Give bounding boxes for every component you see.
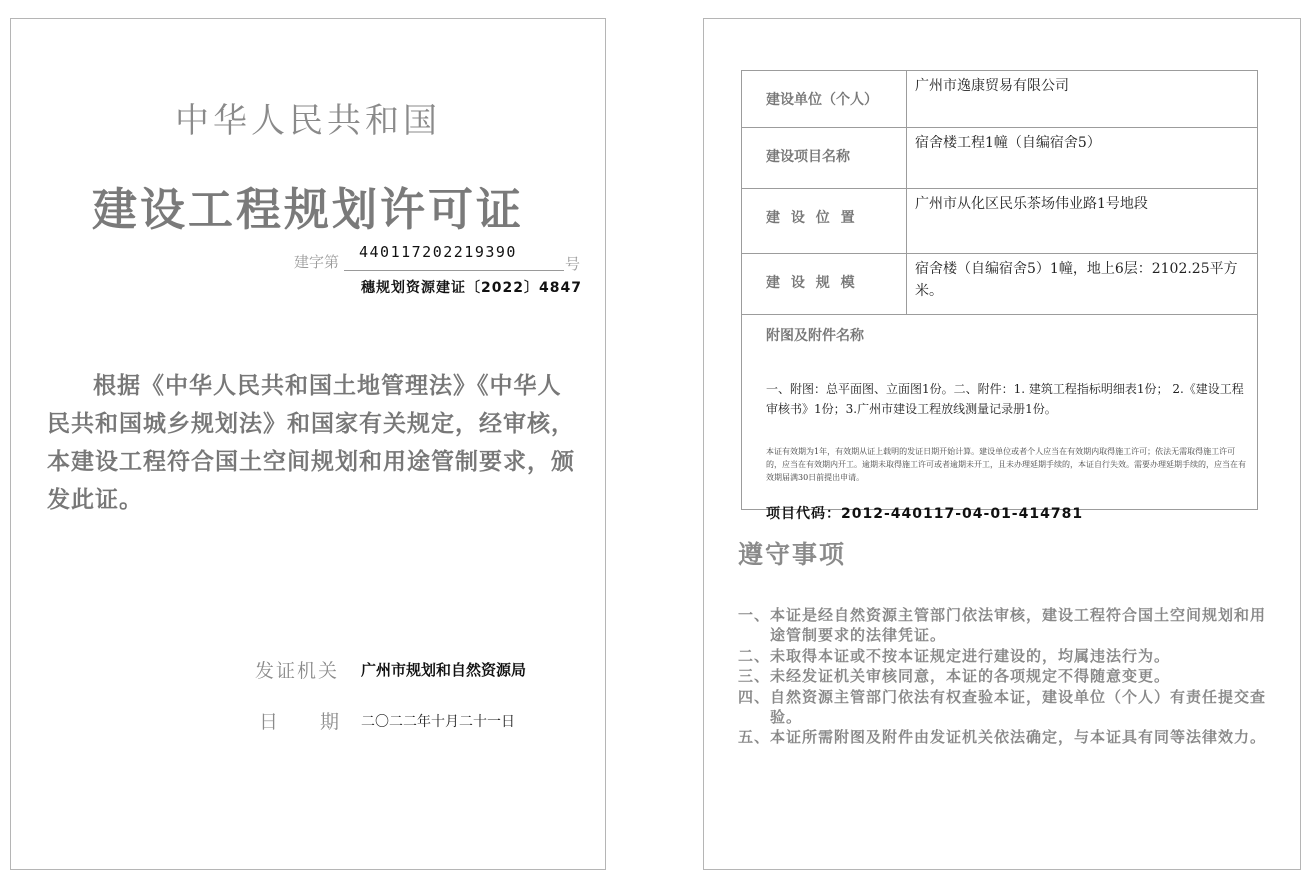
row-label: 建 设 规 模: [742, 254, 907, 315]
notice-title: 遵守事项: [738, 540, 847, 569]
notice-text: 自然资源主管部门依法有权查验本证，建设单位（个人）有责任提交查验。: [770, 687, 1267, 726]
date-label: [259, 707, 339, 734]
notice-text: 未经发证机关审核同意，本证的各项规定不得随意变更。: [770, 667, 1171, 685]
project-info-table: [741, 70, 1258, 510]
row-label: 建设单位（个人）: [742, 71, 907, 128]
notice-number: 五、: [738, 728, 771, 746]
notice-text: 本证所需附图及附件由发证机关依法确定，与本证具有同等法律效力。: [770, 728, 1267, 746]
table-row: [742, 254, 1258, 315]
row-label: 建 设 位 置: [742, 189, 907, 254]
permit-number-prefix: 建字第: [294, 253, 340, 271]
permit-reference: 穗规划资源建证〔2022〕4847: [361, 280, 582, 296]
document-title: 建设工程规划许可证: [91, 183, 524, 236]
legal-basis-paragraph: 根据《中华人民共和国土地管理法》《中华人民共和国城乡规划法》和国家有关规定，经审核，本建设工程符合国土空间规划和用途管制要求，颁发此证。: [47, 373, 575, 513]
table-row: [742, 128, 1258, 189]
permit-number: 440117202219390: [359, 243, 517, 261]
notice-text: 未取得本证或不按本证规定进行建设的，均属违法行为。: [770, 646, 1171, 665]
permit-number-underline: [344, 270, 564, 271]
date-label-char-2: 期: [319, 711, 339, 733]
row-value: 广州市从化区民乐茶场伟业路1号地段: [907, 189, 1258, 254]
row-label: 建设项目名称: [742, 128, 907, 189]
list-item: [738, 687, 1268, 727]
row-value: 宿舍楼工程1幢（自编宿舍5）: [907, 128, 1258, 189]
row-value: 广州市逸康贸易有限公司: [907, 71, 1258, 128]
list-item: [738, 605, 1268, 645]
notice-number: 四、: [738, 687, 771, 706]
attachments-cell: [742, 315, 1258, 510]
attachments-list: 一、附图：总平面图、立面图1份。二、附件：1. 建筑工程指标明细表1份； 2.《建设工程审核书》1份；3.广州市建设工程放线测量记录册1份。: [766, 382, 1244, 416]
issue-date: 二〇二二年十月二十一日: [361, 714, 515, 730]
notice-number: 一、: [738, 606, 771, 624]
permit-number-suffix: 号: [565, 255, 581, 273]
table-row: [742, 189, 1258, 254]
notice-number: 二、: [738, 646, 771, 665]
issuer-value: 广州市规划和自然资源局: [361, 661, 527, 679]
permit-details-page: [703, 18, 1301, 870]
date-label-char-1: 日: [259, 711, 279, 733]
list-item: [738, 646, 1268, 666]
issuer-label: 发证机关: [255, 660, 340, 682]
table-row: [742, 71, 1258, 128]
permit-front-page: [10, 18, 606, 870]
notice-text: 本证是经自然资源主管部门依法审核，建设工程符合国土空间规划和用途管制要求的法律凭证。: [770, 606, 1267, 644]
country-name: 中华人民共和国: [175, 101, 441, 141]
table-row-attachments: [742, 315, 1258, 510]
list-item: [738, 727, 1268, 747]
row-value: 宿舍楼（自编宿舍5）1幢，地上6层：2102.25平方米。: [907, 254, 1258, 315]
list-item: [738, 666, 1268, 686]
notice-number: 三、: [738, 667, 771, 685]
project-code: 项目代码：2012-440117-04-01-414781: [766, 506, 1084, 522]
attachments-label: 附图及附件名称: [766, 328, 864, 344]
notice-list: [738, 605, 1268, 748]
validity-note: 本证有效期为1年，有效期从证上载明的发证日期开始计算。建设单位或者个人应当在有效期内取得施工许可；依法无需取得施工许可的，应当在有效期内开工。逾期未取得施工许可或者逾期未开工，且未办理延期手续的，本证自行失效。需要办理延期手续的，应当在有效期届满30日前提出申请。: [766, 447, 1246, 482]
